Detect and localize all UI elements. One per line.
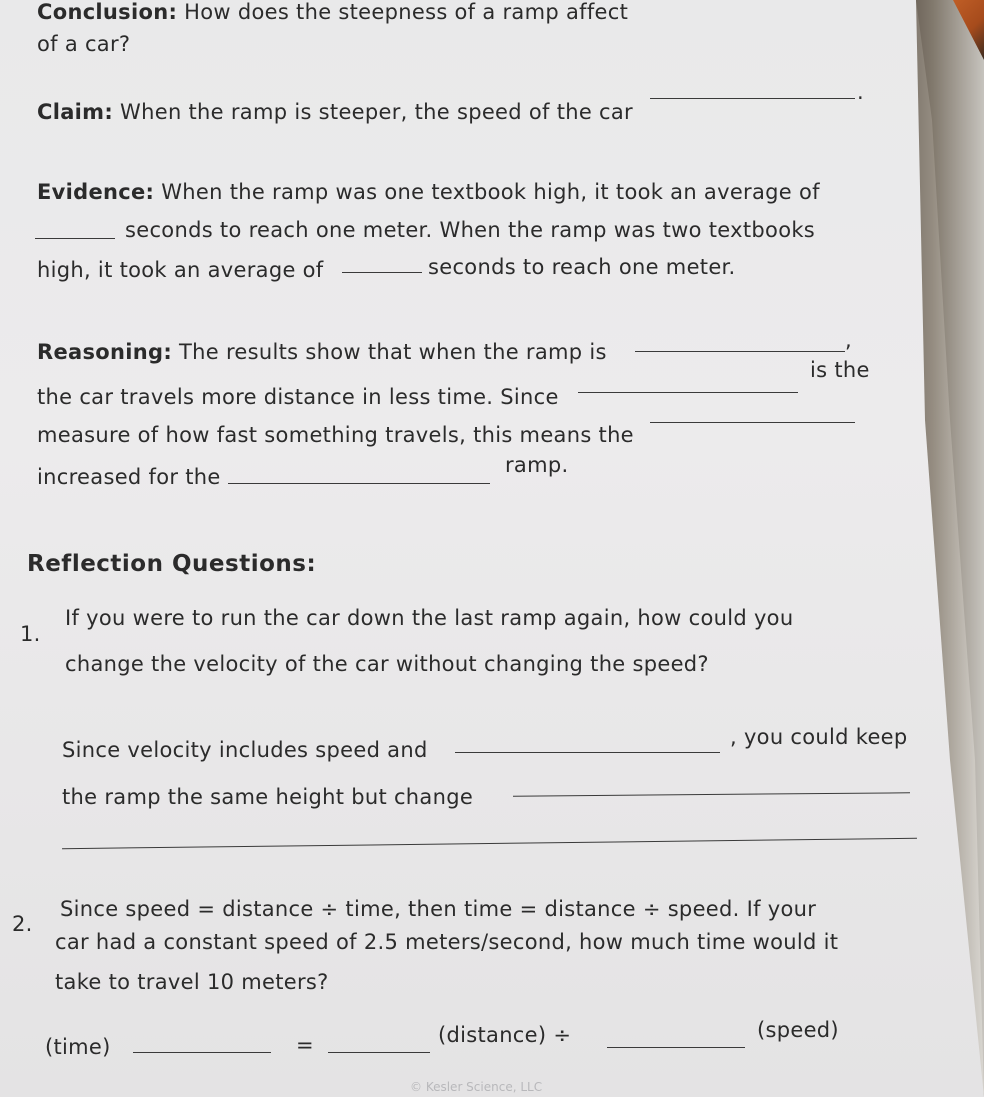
question-2-line-1: Since speed = distance ÷ time, then time = distance ÷ speed. If your <box>60 897 817 921</box>
question-1-line-1: If you were to run the car down the last ramp again, how could you <box>65 606 794 630</box>
question-2-number: 2. <box>12 912 33 936</box>
claim-text: When the ramp is steeper, the speed of the car <box>120 100 633 124</box>
evidence-line-3a: high, it took an average of <box>37 258 324 282</box>
claim-period: . <box>857 80 864 104</box>
question-2-line-3: take to travel 10 meters? <box>55 970 329 994</box>
answer-1-blank-1[interactable] <box>455 752 720 753</box>
conclusion-label: Conclusion: <box>37 0 178 24</box>
reasoning-line-3: measure of how fast something travels, this means the <box>37 423 634 447</box>
reasoning-comma: , <box>845 328 852 352</box>
formula-distance-blank[interactable] <box>328 1052 430 1053</box>
reasoning-line-1 <box>37 340 607 364</box>
copyright-watermark: © Kesler Science, LLC <box>410 1080 543 1094</box>
evidence-text-1: When the ramp was one textbook high, it took an average of <box>161 180 820 204</box>
reasoning-blank-4[interactable] <box>228 483 490 484</box>
reasoning-text-1: The results show that when the ramp is <box>179 340 607 364</box>
question-1-number: 1. <box>20 622 41 646</box>
formula-equals: = <box>296 1033 314 1057</box>
evidence-line-2: seconds to reach one meter. When the ramp was two textbooks <box>125 218 816 242</box>
conclusion-line-1 <box>37 0 628 24</box>
reasoning-line-2: the car travels more distance in less time. Since <box>37 385 559 409</box>
reasoning-label: Reasoning: <box>37 340 173 364</box>
formula-speed-blank[interactable] <box>607 1047 745 1048</box>
formula-time-label: (time) <box>45 1035 111 1059</box>
evidence-blank-1[interactable] <box>35 238 115 239</box>
question-1-line-2: change the velocity of the car without changing the speed? <box>65 652 709 676</box>
formula-speed-label: (speed) <box>757 1018 839 1042</box>
formula-distance-label: (distance) ÷ <box>438 1023 572 1047</box>
answer-1-line-1b: , you could keep <box>730 725 908 749</box>
evidence-blank-2[interactable] <box>342 272 422 273</box>
question-2-line-2: car had a constant speed of 2.5 meters/second, how much time would it <box>55 930 839 954</box>
reasoning-line-4b: ramp. <box>505 453 569 477</box>
evidence-line-1 <box>37 180 820 204</box>
formula-time-blank[interactable] <box>133 1052 271 1053</box>
conclusion-line-2: of a car? <box>37 32 131 56</box>
reasoning-blank-1[interactable] <box>635 351 845 352</box>
evidence-line-3b: seconds to reach one meter. <box>428 255 736 279</box>
claim-line <box>37 100 633 124</box>
reasoning-line-2b: is the <box>810 358 870 382</box>
evidence-label: Evidence: <box>37 180 155 204</box>
reflection-title: Reflection Questions: <box>27 551 317 577</box>
reasoning-blank-2[interactable] <box>578 392 798 393</box>
claim-label: Claim: <box>37 100 114 124</box>
conclusion-question: How does the steepness of a ramp affect <box>184 0 629 24</box>
claim-blank[interactable] <box>650 98 855 99</box>
reasoning-line-4a: increased for the <box>37 465 221 489</box>
answer-1-line-1a: Since velocity includes speed and <box>62 738 428 762</box>
answer-1-line-2: the ramp the same height but change <box>62 785 474 809</box>
reasoning-blank-3[interactable] <box>650 422 855 423</box>
